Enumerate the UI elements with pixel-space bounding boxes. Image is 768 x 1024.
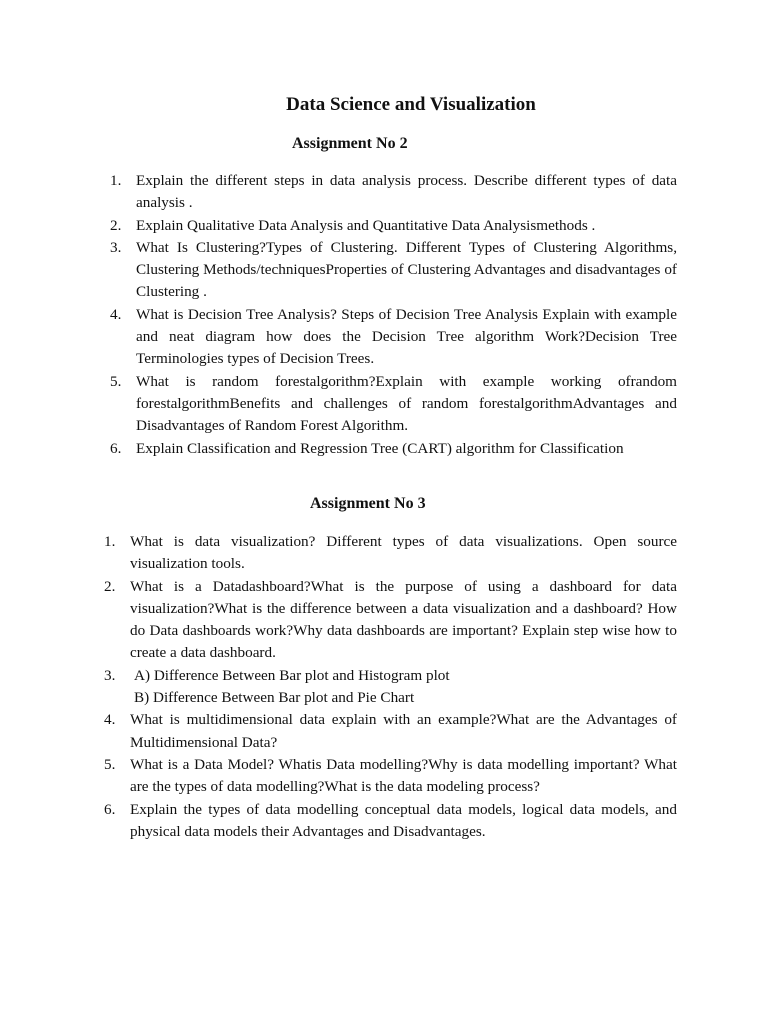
question-text: Explain the different steps in data analysis process. Describe different types of data analysis . <box>136 172 677 212</box>
item-number: 3. <box>104 666 116 684</box>
list-item <box>104 754 677 799</box>
list-item <box>110 215 677 237</box>
list-item <box>110 438 677 460</box>
assignment-3-heading: Assignment No 3 <box>310 495 426 512</box>
list-item <box>110 170 677 215</box>
question-text-part-b: B) Difference Between Bar plot and Pie Chart <box>134 689 415 707</box>
question-text: What is a Datadashboard?What is the purpose of using a dashboard for data visualization?What is the difference between a data visualization and a dashboard? How do Data dashboards work?Why data dashboards are important? Explain step wise how to create a data dashboard. <box>130 577 677 662</box>
list-item <box>104 799 677 844</box>
item-number: 6. <box>104 800 116 818</box>
assignment-2-question-list <box>110 170 677 460</box>
item-number: 4. <box>104 711 116 729</box>
item-number: 5. <box>110 372 122 390</box>
item-number: 1. <box>110 172 122 189</box>
question-text: What is multidimensional data explain with an example?What are the Advantages of Multidimensional Data? <box>130 711 677 751</box>
question-text-part-a: A) Difference Between Bar plot and Histogram plot <box>134 666 450 684</box>
question-text: What Is Clustering?Types of Clustering. Different Types of Clustering Algorithms, Clustering Methods/techniquesProperties of Clustering Advantages and disadvantages of Clustering . <box>136 238 677 301</box>
question-text: What is a Data Model? Whatis Data modelling?Why is data modelling important? What are the types of data modelling?What is the data modeling process? <box>130 755 677 796</box>
list-item <box>104 709 677 754</box>
question-text: What is random forestalgorithm?Explain with example working ofrandom forestalgorithmBenefits and challenges of random forestalgorithmAdvantages and Disadvantages of Random Forest Algorithm. <box>136 372 677 435</box>
item-number: 1. <box>104 533 116 550</box>
list-item <box>110 304 677 371</box>
list-item <box>110 371 677 438</box>
question-text: What is data visualization? Different types of data visualizations. Open source visualization tools. <box>130 533 677 573</box>
question-text: Explain Qualitative Data Analysis and Quantitative Data Analysismethods . <box>136 216 596 234</box>
list-item <box>104 665 677 710</box>
item-number: 2. <box>104 577 116 595</box>
item-number: 2. <box>110 216 122 234</box>
question-text: Explain the types of data modelling conceptual data models, logical data models, and physical data models their Advantages and Disadvantages. <box>130 800 677 840</box>
item-number: 5. <box>104 755 116 773</box>
list-item <box>104 531 677 576</box>
question-text: Explain Classification and Regression Tree (CART) algorithm for Classification <box>136 439 624 457</box>
question-text: What is Decision Tree Analysis? Steps of Decision Tree Analysis Explain with example and neat diagram how does the Decision Tree algorithm Work?Decision Tree Terminologies types of Decision Trees. <box>136 305 677 368</box>
item-number: 3. <box>110 238 122 256</box>
list-item <box>104 576 677 665</box>
item-number: 4. <box>110 305 122 323</box>
document-title: Data Science and Visualization <box>286 94 536 115</box>
assignment-2-heading: Assignment No 2 <box>292 135 408 152</box>
item-number: 6. <box>110 439 122 457</box>
assignment-3-question-list <box>104 531 677 843</box>
list-item <box>110 237 677 304</box>
